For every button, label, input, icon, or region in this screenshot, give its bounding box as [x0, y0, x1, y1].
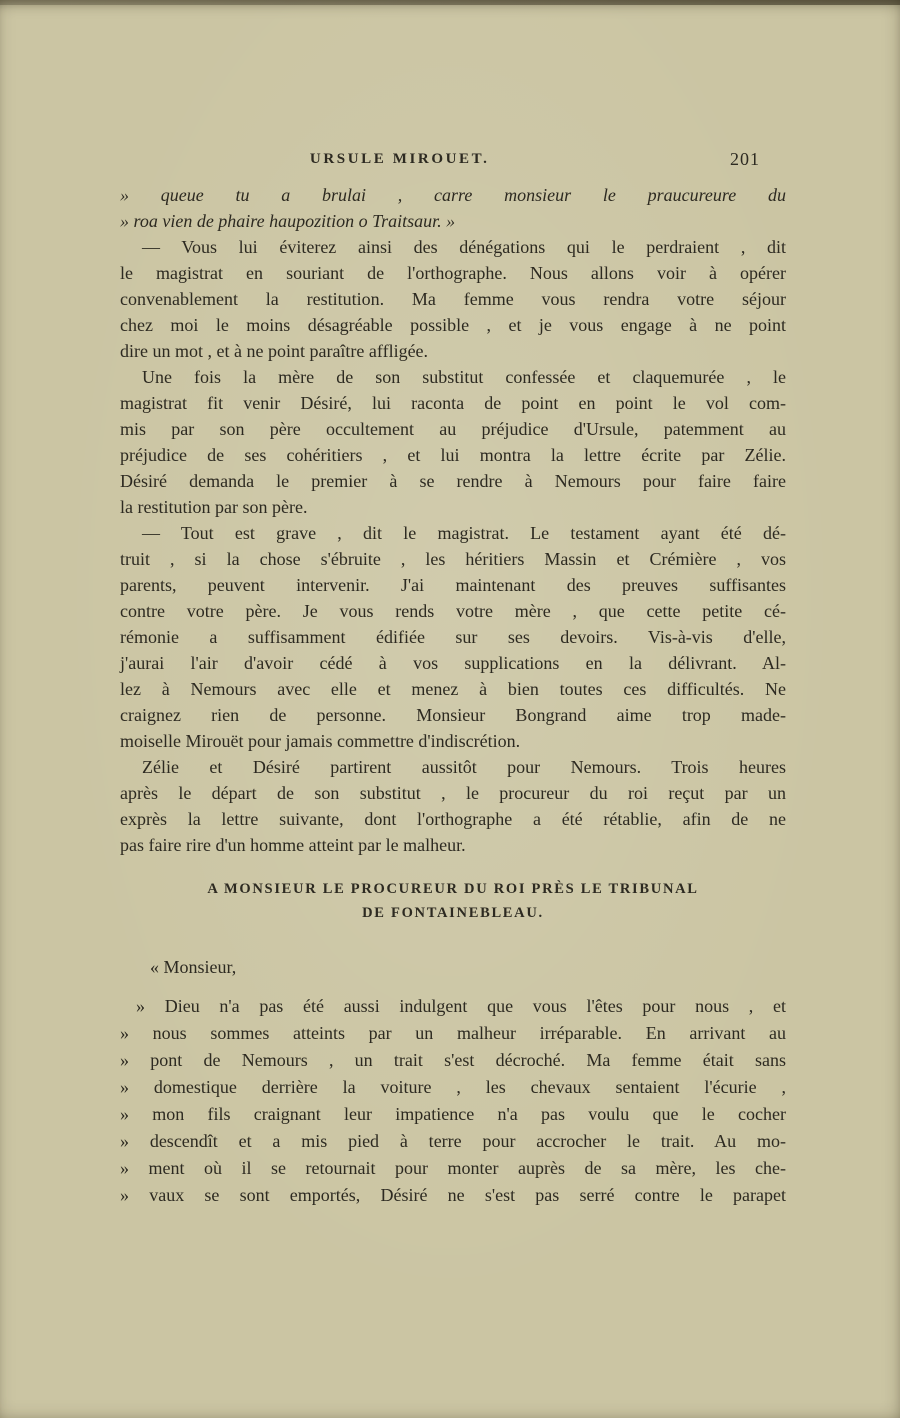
phonetic-quote	[120, 182, 786, 234]
text-line: mis par son père occultement au préjudice d'Ursule, patemment au	[120, 419, 786, 439]
text-line: » Dieu n'a pas été aussi indulgent que vous l'êtes pour nous , et	[136, 996, 786, 1016]
text-line: « Monsieur,	[150, 957, 237, 977]
text-line: contre votre père. Je vous rends votre mère , que cette petite cé-	[120, 601, 786, 621]
page-number: 201	[730, 149, 760, 169]
text-line: » vaux se sont emportés, Désiré ne s'est pas serré contre le parapet	[120, 1185, 786, 1205]
text-line: Désiré demanda le premier à se rendre à Nemours pour faire faire	[120, 471, 786, 491]
text-line: Une fois la mère de son substitut confessée et claquemurée , le	[142, 367, 786, 387]
paragraph-desire	[120, 364, 786, 520]
text-line: truit , si la chose s'ébruite , les héritiers Massin et Crémière , vos	[120, 549, 786, 569]
text-line: Zélie et Désiré partirent aussitôt pour Nemours. Trois heures	[142, 757, 786, 777]
text-line: » queue tu a brulai , carre monsieur le praucureure du	[120, 185, 786, 205]
letter-body	[120, 993, 786, 1209]
paragraph-zelie-depart	[120, 754, 786, 858]
letter-heading	[120, 877, 786, 925]
text-line: » roa vien de phaire haupozition o Traitsaur. »	[120, 211, 456, 231]
text-line: chez moi le moins désagréable possible , et je vous engage à ne point	[120, 315, 786, 335]
text-line: convenablement la restitution. Ma femme vous rendra votre séjour	[120, 289, 786, 309]
text-line: préjudice de ses cohéritiers , et lui montra la lettre écrite par Zélie.	[120, 445, 786, 465]
text-line: » ment où il se retournait pour monter auprès de sa mère, les che-	[120, 1158, 786, 1178]
page-body	[120, 182, 786, 1209]
letter-salutation	[120, 954, 786, 980]
running-header	[120, 151, 786, 175]
paragraph-tout-est-grave	[120, 520, 786, 754]
text-line: moiselle Mirouët pour jamais commettre d'indiscrétion.	[120, 731, 521, 751]
text-line: » descendît et a mis pied à terre pour accrocher le trait. Au mo-	[120, 1131, 786, 1151]
text-line: lez à Nemours avec elle et menez à bien toutes ces difficultés. Ne	[120, 679, 786, 699]
text-line: — Tout est grave , dit le magistrat. Le testament ayant été dé-	[142, 523, 786, 543]
running-title: URSULE MIROUET.	[309, 151, 490, 167]
text-line: dire un mot , et à ne point paraître affligée.	[120, 341, 429, 361]
text-line: A MONSIEUR LE PROCUREUR DU ROI PRÈS LE TRIBUNAL	[207, 881, 699, 897]
text-line: craignez rien de personne. Monsieur Bongrand aime trop made-	[120, 705, 786, 725]
text-line: — Vous lui éviterez ainsi des dénégations qui le perdraient , dit	[142, 237, 786, 257]
text-line: » domestique derrière la voiture , les chevaux sentaient l'écurie ,	[120, 1077, 786, 1097]
text-line: pas faire rire d'un homme atteint par le malheur.	[120, 835, 466, 855]
text-line: rémonie a suffisamment édifiée sur ses devoirs. Vis-à-vis d'elle,	[120, 627, 786, 647]
text-line: parents, peuvent intervenir. J'ai maintenant des preuves suffisantes	[120, 575, 786, 595]
text-line: » pont de Nemours , un trait s'est décroché. Ma femme était sans	[120, 1050, 786, 1070]
text-line: exprès la lettre suivante, dont l'orthographe a été rétablie, afin de ne	[120, 809, 786, 829]
text-line: » nous sommes atteints par un malheur irréparable. En arrivant au	[120, 1023, 786, 1043]
text-line: après le départ de son substitut , le procureur du roi reçut par un	[120, 783, 786, 803]
text-line: » mon fils craignant leur impatience n'a pas voulu que le cocher	[120, 1104, 786, 1124]
text-line: magistrat fit venir Désiré, lui raconta de point en point le vol com-	[120, 393, 786, 413]
text-line: le magistrat en souriant de l'orthographe. Nous allons voir à opérer	[120, 263, 786, 283]
paragraph-magistrat	[120, 234, 786, 364]
text-line: DE FONTAINEBLEAU.	[362, 905, 544, 921]
text-line: la restitution par son père.	[120, 497, 308, 517]
text-line: j'aurai l'air d'avoir cédé à vos supplications en la délivrant. Al-	[120, 653, 786, 673]
